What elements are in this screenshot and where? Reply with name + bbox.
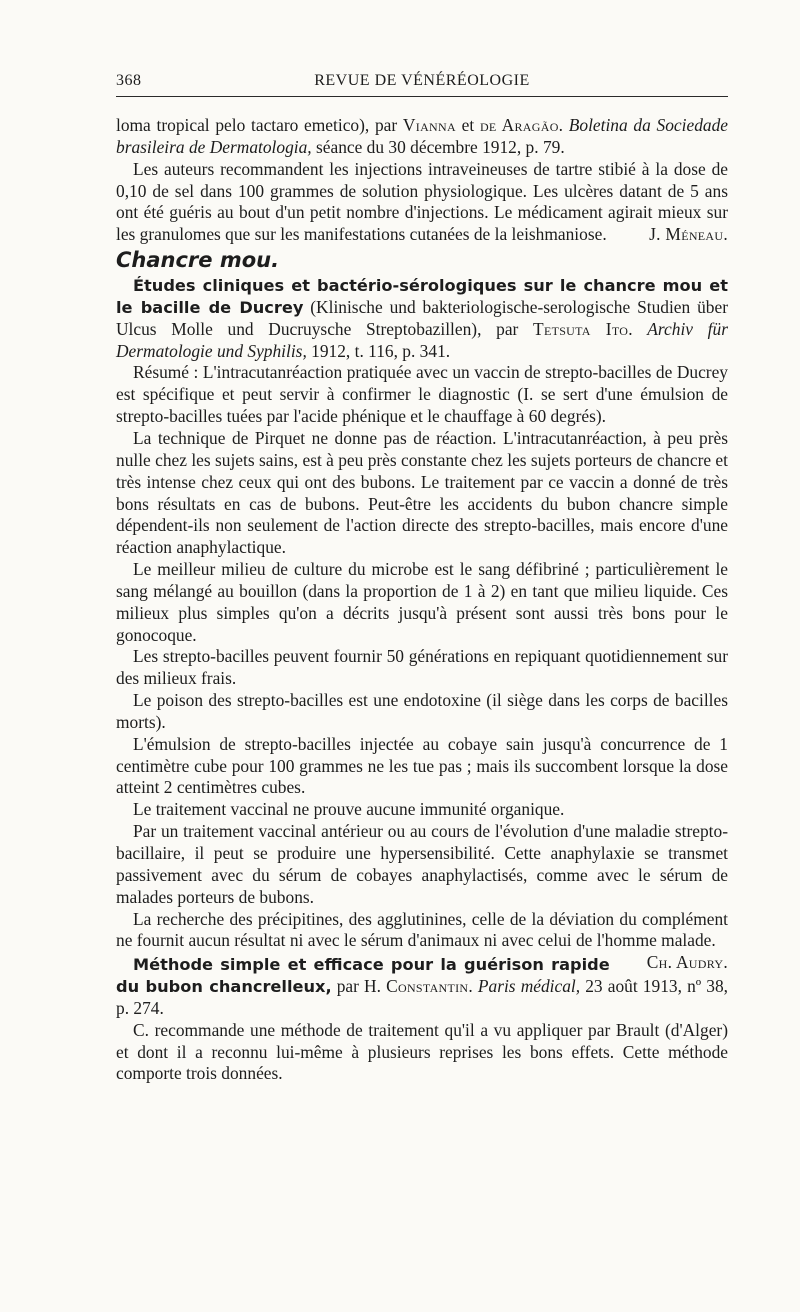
article1-paragraph: La recherche des précipitines, des agglutinines, celle de la déviation du complément ne fournit aucun résultat ni avec le sérum d'animaux ni avec celui de l'homme malade. Ch. Audry. <box>116 908 728 973</box>
article1-paragraph: Les strepto-bacilles peuvent fournir 50 générations en repiquant quotidiennement sur des milieux frais. <box>116 646 728 689</box>
journal-title: Paris médical, <box>477 976 581 997</box>
author-name: Vianna <box>402 115 456 135</box>
author-name: de Aragão <box>479 115 559 135</box>
signature: J. Méneau. <box>649 224 728 245</box>
article-title: Méthode simple et efficace pour la guérison rapide du bubon chancrelleux, <box>116 955 610 997</box>
article1-paragraph: Le poison des strepto-bacilles est une endotoxine (il siège dans les corps de bacilles morts). <box>116 690 728 732</box>
author-name: Constantin <box>386 976 469 997</box>
article2-heading: Méthode simple et efficace pour la guérison rapide du bubon chancrelleux, par H. Constantin. Paris médical, 23 août 1913, nº 38, p. 274. <box>116 955 729 1018</box>
signature: Ch. Audry. <box>646 952 728 973</box>
section-title: Chancre mou. <box>116 248 280 273</box>
journal-title: Archiv für Dermatologie und Syphilis, <box>116 318 728 361</box>
article1-paragraph: L'émulsion de strepto-bacilles injectée au cobaye sain jusqu'à concurrence de 1 centimètre cube pour 100 grammes ne les tue pas ; mais ils succombent lorsque la dose atteint 2 centimètres cubes. <box>116 733 728 798</box>
journal-title: Boletina da Sociedade brasileira de Dermatologia, <box>116 115 729 157</box>
intro-paragraph: Les auteurs recommandent les injections intraveineuses de tartre stibié à la dose de 0,10 de sel dans 100 grammes de solution physiologique. Les ulcères datant de 5 ans ont été guéris au bout d'un petit nombre d'injections. Le médicament agirait mieux sur les granulomes que sur les manifestations cutanées de la leishmaniose. J. Méneau. <box>116 158 728 245</box>
article1-heading: Études cliniques et bactério-sérologiques sur le chancre mou et le bacille de Ducrey (Klinische und bakteriologische-serologische Studien über Ulcus Molle und Ducruysche Streptobazillen), par Tetsuta Ito. Archiv für Dermatologie und Syphilis, 1912, t. 116, p. 341. <box>116 276 728 361</box>
page-number: 368 <box>116 72 142 89</box>
article1-paragraph: Le meilleur milieu de culture du microbe est le sang défibriné ; particulièrement le sang mélangé au bouillon (dans la proportion de 1 à 2) en tant que milieu liquide. Ces milieux plus simples qu'on a décrits jusqu'à présent sont aussi très bons pour le gonocoque. <box>116 559 728 645</box>
article1-paragraph: La technique de Pirquet ne donne pas de réaction. L'intracutanréaction, à peu près nulle chez les sujets sains, est à peu près constante chez les sujets porteurs de chancre et très intense chez ceux qui ont des bubons. Le traitement par ce vaccin a donné de très bons résultats en cas de bubons. Peut-être les accidents du bubon chancre simple dépendent-ils non seulement de l'action directe des strepto-bacilles, mais encore d'une réaction anaphylactique. <box>116 427 728 558</box>
article2-paragraph: C. recommande une méthode de traitement qu'il a vu appliquer par Brault (d'Alger) et dont il a reconnu lui-même à plusieurs reprises les bons effets. Cette méthode comporte trois données. <box>116 1019 728 1084</box>
page-header <box>116 70 728 97</box>
article1-paragraph: Résumé : L'intracutanréaction pratiquée avec un vaccin de strepto-bacilles de Ducrey est spécifique et peut servir à confirmer le diagnostic (I. se sert d'une émulsion de strepto-bacilles tuées par l'acide phénique et le chauffage à 60 degrés). <box>116 362 728 427</box>
article1-paragraph: Le traitement vaccinal ne prouve aucune immunité organique. <box>133 799 565 820</box>
intro-reference: loma tropical pelo tactaro emetico), par Vianna et de Aragão. Boletina da Sociedade brasileira de Dermatologia, séance du 30 décembre 1912, p. 79. <box>116 115 729 157</box>
author-name: Tetsuta Ito <box>533 318 629 339</box>
article-title: Études cliniques et bactério-sérologiques sur le chancre mou et le bacille de Ducrey <box>116 276 728 317</box>
page-body <box>116 115 728 1085</box>
article1-paragraph: Par un traitement vaccinal antérieur ou au cours de l'évolution d'une maladie strepto-bacillaire, il peut se produire une hypersensibilité. Cette anaphylaxie se transmet passivement avec du sérum de cobayes anaphylactisés, comme avec le sérum de malades porteurs de bubons. <box>116 821 728 907</box>
running-title: REVUE DE VÉNÉRÉOLOGIE <box>314 72 530 89</box>
